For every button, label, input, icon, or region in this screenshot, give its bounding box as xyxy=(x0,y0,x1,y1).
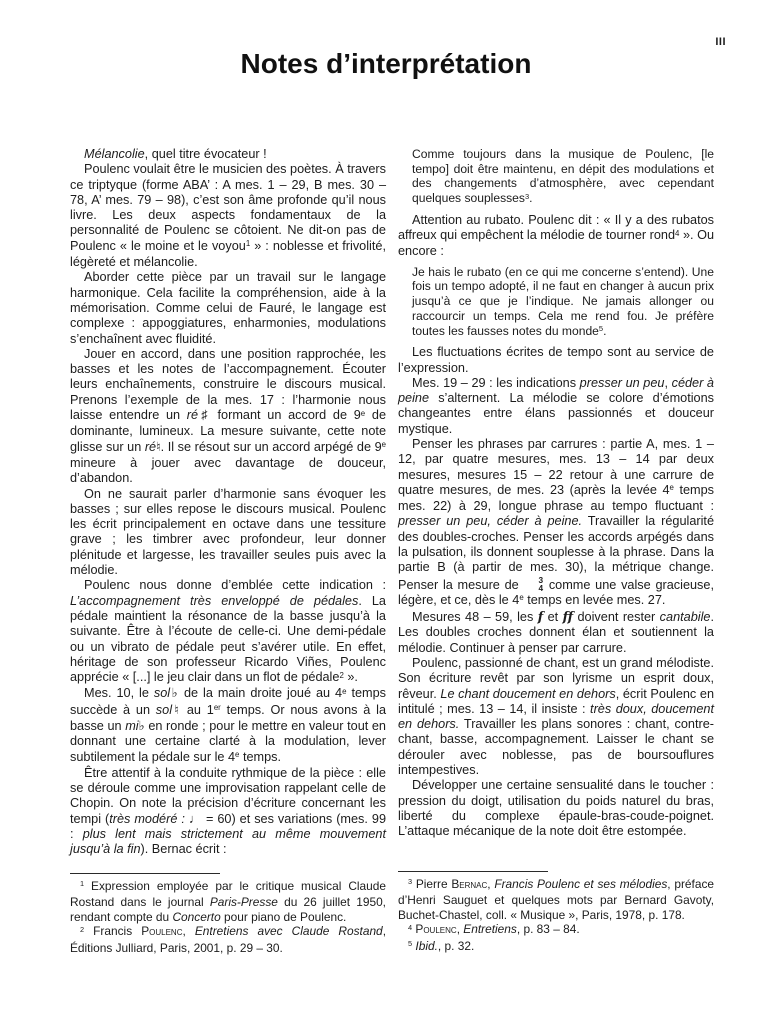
page-number: III xyxy=(715,36,726,48)
paragraph: Mélancolie, quel titre évocateur ! xyxy=(84,147,267,161)
paragraph: Poulenc, passionné de chant, est un grand mélodiste. Son écriture revêt par son lyrisme un esprit doux, rêveur. Le chant doucement en dehors, écrit Poulenc en intitulé ; mes. 13 – 14, il insiste : très doux, doucement en dehors. Travailler les plans sonores : chant, contre-chant, basse, accompagnement. Laisser le chant se dérouler avec noblesse, pas de boursouflures intempestives. xyxy=(398,655,715,778)
paragraph: Penser les phrases par carrures : partie A, mes. 1 – 12, par quatre mesures, mes. 13 – 14 par deux mesures, mesures 15 – 22 retour à une carrure de quatre mesures, de mes. 23 (après la levée 4e temps mes. 22) à 29, longue phrase au tempo fluctuant : presser un peu, céder à peine. Travailler la régularité des doubles-croches. Penser les accords arpégés dans la pulsation, ils donnent souplesse à la phrase. Dans la partie B (à partir de mes. 30), la métrique change. Penser la mesure de 3 4 comme une valse gracieuse, légère, et ce, dès le 4e temps en levée mes. 27. xyxy=(398,437,714,607)
left-column-footnotes xyxy=(70,879,386,956)
right-column xyxy=(398,147,714,955)
paragraph: Mes. 10, le sol♭ de la main droite joué au 4e temps succède à un sol♮ au 1er temps. Or nous avons à la basse un mi♭ en ronde ; pour le mettre en valeur tout en donnant une certaine clarté à la modulation, lever subtilement la pédale sur le 4e temps. xyxy=(70,686,386,764)
paragraph: On ne saurait parler d’harmonie sans évoquer les basses ; sur elles repose le discours musical. Poulenc les écrit principalement en octave dans une tessiture grave ; les timbrer avec profondeur, leur donner plénitude et largesse, les travailler seules puis avec la mélodie. xyxy=(70,486,386,578)
paragraph: Mesures 48 – 59, les f et ff doivent rester cantabile. Les doubles croches donnent élan et soutiennent la mélodie. Continuer à penser par carrure. xyxy=(398,609,714,655)
footnote-rule xyxy=(70,873,220,874)
paragraph: Attention au rubato. Poulenc dit : « Il y a des rubatos affreux qui empêchent la mélodie de tourner rond$^4$ ». Ou encore : xyxy=(398,212,715,259)
paragraph: Poulenc voulait être le musicien des poètes. À travers ce triptyque (forme ABA’ : A mes. 1 – 29, B mes. 30 – 78, A’ mes. 79 – 98), c’est son âme profonde qu’il nous livre. Les deux aspects fondamentaux de la personnalité de Poulenc se côtoient. Ne dit-on pas de Poulenc « le moine et le voyou$^1$ » : noblesse et frivolité, légèreté et mélancolie. xyxy=(70,162,386,270)
right-column-footnotes xyxy=(398,877,714,956)
paragraph: Aborder cette pièce par un travail sur le langage harmonique. Cela facilite la compréhension, aide à la mémorisation. Comme celui de Fauré, le langage est complexe : appoggiatures, enharmonies, modulations s’enchaînent avec fluidité. xyxy=(70,270,386,346)
right-column-footer xyxy=(398,871,714,956)
left-column-footer xyxy=(70,873,386,956)
paragraph: Jouer en accord, dans une position rapprochée, les basses et les notes de l’accompagnement. Écouter leurs enchaînements, construire le discours musical. Prenons l’exemple de la mes. 17 : l’harmonie nous laisse entendre un ré♯ formant un accord de 9e de dominante, lumineux. La mesure suivante, cette note glisse sur un ré♮. Il se résout sur un accord arpégé de 9e mineure à jouer avec davantage de douceur, d’abandon. xyxy=(70,346,387,486)
left-column-body xyxy=(70,147,386,858)
paragraph: Développer une certaine sensualité dans le toucher : pression du doigt, utilisation du poids naturel du bras, liberté du complexe épaule-bras-coude-poignet. L’attaque mécanique de la note doit être estompée. xyxy=(398,778,714,839)
paragraph: $^1$ Expression employée par le critique musical Claude Rostand dans le journal Paris-Presse du 26 juillet 1950, rendant compte du Concerto pour piano de Poulenc. xyxy=(70,878,386,924)
paragraph: $^5$ Ibid., p. 32. xyxy=(408,938,475,953)
footnote-rule xyxy=(398,871,548,872)
paragraph: Poulenc nous donne d’emblée cette indication : L’accompagnement très enveloppé de pédales. La pédale maintient la résonance de la basse jusqu’à la suivante. Être à l’écoute de celle-ci. Une demi-pédale ou un vibrato de pédale peut s’avérer utile. En effet, héritage de son professeur Ricardo Viñes, Poulenc apprécie « [...] le jeu clair dans un flot de pédale$^2$ ». xyxy=(70,578,386,685)
paragraph: Mes. 19 – 29 : les indications presser un peu, céder à peine s’alternent. La mélodie se colore d’émotions changeantes entre élans passionnés et douceur mystique. xyxy=(398,375,714,436)
page-title: Notes d’interprétation xyxy=(240,48,532,79)
right-column-body xyxy=(398,147,714,840)
paragraph: Les fluctuations écrites de tempo sont au service de l’expression. xyxy=(398,345,714,375)
blockquote-paragraph: Je hais le rubato (en ce qui me concerne s’entend). Une fois un tempo adopté, il ne faut en changer à aucun prix jusqu’à ce que je l’indique. Ne jamais allonger ou raccourcir un temps. Cela me rend fou. Je préfère toutes les fausses notes du monde$^5$. xyxy=(412,264,714,338)
paragraph: Être attentif à la conduite rythmique de la pièce : elle se déroule comme une improvisation rappelant celle de Chopin. On note la précision d’écriture concernant les tempi (très modéré : ♩ = 60) et ses variations (mes. 99 : plus lent mais strictement au même mouvement jusqu’à la fin). Bernac écrit : xyxy=(70,765,386,857)
paragraph: $^2$ Francis Poulenc, Entretiens avec Claude Rostand, Éditions Julliard, Paris, 2001, p. 29 – 30. xyxy=(70,924,386,955)
paragraph: $^3$ Pierre Bernac, Francis Poulenc et ses mélodies, préface d’Henri Sauguet et quelques mots par Bernard Gavoty, Buchet-Chastel, coll. « Musique », Paris, 1978, p. 178. xyxy=(398,876,715,922)
left-column xyxy=(70,147,386,955)
text-columns xyxy=(70,147,714,955)
time-signature: 3 4 xyxy=(538,574,544,593)
blockquote-paragraph: Comme toujours dans la musique de Poulenc, [le tempo] doit être maintenu, en dépit des modulations et des changements d’atmosphère, avec cependant quelques souplesses$^3$. xyxy=(412,147,714,206)
paragraph: $^4$ Poulenc, Entretiens, p. 83 – 84. xyxy=(408,922,580,936)
